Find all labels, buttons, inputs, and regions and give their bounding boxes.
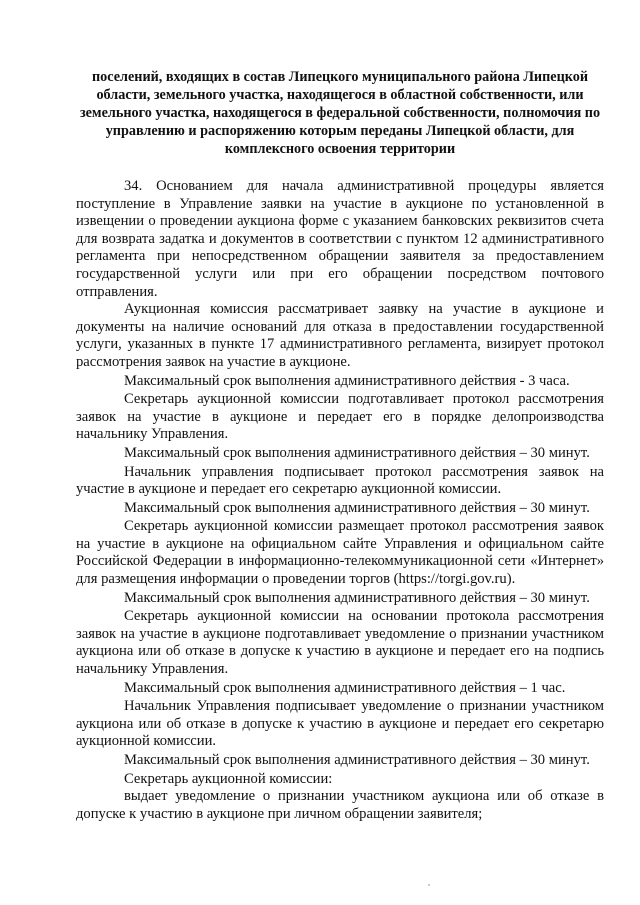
paragraph-secretary-prepares-protocol: Секретарь аукционной комиссии подготавливает протокол рассмотрения заявок на участие в аукционе и передает его в порядке делопроизводства начальнику Управления. <box>76 391 604 443</box>
document-page <box>76 68 604 823</box>
paragraph-deadline-30-min-2: Максимальный срок выполнения административного действия – 30 минут. <box>124 499 590 516</box>
paragraph-issues-notice: выдает уведомление о признании участником аукциона или об отказе в допуске к участию в аукционе при личном обращении заявителя; <box>76 788 604 822</box>
paragraph-deadline-30-min-3: Максимальный срок выполнения административного действия – 30 минут. <box>124 589 590 606</box>
paragraph-deadline-30-min-4: Максимальный срок выполнения административного действия – 30 минут. <box>124 752 590 768</box>
scan-speck <box>428 884 430 886</box>
paragraph-head-signs-protocol: Начальник управления подписывает протокол рассмотрения заявок на участие в аукционе и передает его секретарю аукционной комиссии. <box>76 463 604 498</box>
paragraph-deadline-1-hour: Максимальный срок выполнения административного действия – 1 час. <box>124 679 566 696</box>
paragraph-deadline-3-hours: Максимальный срок выполнения административного действия - 3 часа. <box>124 372 570 389</box>
paragraph-commission-review: Аукционная комиссия рассматривает заявку на участие в аукционе и документы на наличие оснований для отказа в предоставлении государственной услуги, указанных в пункте 17 административного регламента, визирует протокол рассмотрения заявок на участие в аукционе. <box>76 301 604 370</box>
paragraph-secretary-publishes-protocol: Секретарь аукционной комиссии размещает протокол рассмотрения заявок на участие в аукционе на официальном сайте Управления и официальном сайте Российской Федерации в информационно-телекоммуникационной сети «Интернет» для размещения информации о проведении торгов (https://torgi.gov.ru). <box>76 518 604 588</box>
section-heading: поселений, входящих в состав Липецкого муниципального района Липецкой области, земельного участка, находящегося в областной собственности, или земельного участка, находящегося в федеральной собственности, полномочия по управлению и распоряжению которым переданы Липецкой области, для комплексного освоения территории <box>79 69 601 157</box>
paragraph-deadline-30-min-1: Максимальный срок выполнения административного действия – 30 минут. <box>124 444 590 461</box>
paragraph-secretary-label: Секретарь аукционной комиссии: <box>124 770 333 787</box>
paragraph-head-signs-notice: Начальник Управления подписывает уведомление о признании участником аукциона или об отказе в допуске к участию в аукционе и передает его секретарю аукционной комиссии. <box>76 698 604 750</box>
paragraph-item-34: 34. Основанием для начала административной процедуры является поступление в Управление заявки на участие в аукционе по установленной в извещении о проведении аукциона форме с указанием банковских реквизитов счета для возврата задатка и документов в соответствии с пунктом 12 административного регламента при непосредственном обращении заявителя за предоставлением государственной услуги или при его обращении посредством почтового отправления. <box>76 178 604 300</box>
paragraph-secretary-prepares-notice: Секретарь аукционной комиссии на основании протокола рассмотрения заявок на участие в аукционе подготавливает уведомление о признании участником аукциона или об отказе в допуске к участию в аукционе и передает его на подпись начальнику Управления. <box>76 608 604 678</box>
